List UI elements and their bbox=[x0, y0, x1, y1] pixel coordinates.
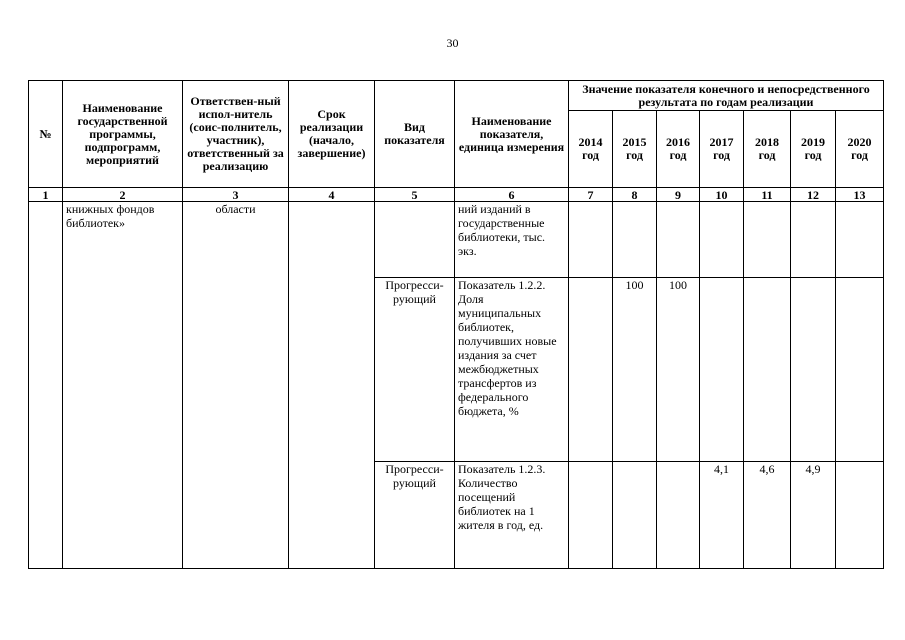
column-number-9: 9 bbox=[657, 188, 700, 202]
term-cell bbox=[289, 202, 375, 569]
row-number-cell bbox=[29, 202, 63, 569]
value-2020 bbox=[836, 462, 884, 569]
column-number-3: 3 bbox=[183, 188, 289, 202]
value-2020 bbox=[836, 278, 884, 462]
executor-cell: области bbox=[183, 202, 289, 569]
value-2019 bbox=[791, 278, 836, 462]
value-2018 bbox=[744, 202, 791, 278]
header-values-by-year: Значение показателя конечного и непосредственного результата по годам реализации bbox=[569, 81, 884, 111]
header-indicator-type: Вид показателя bbox=[375, 81, 455, 188]
value-2016 bbox=[657, 202, 700, 278]
value-2020 bbox=[836, 202, 884, 278]
value-2015 bbox=[613, 462, 657, 569]
indicator-name-cell: Показатель 1.2.3. Количество посещений библиотек на 1 жителя в год, ед. bbox=[455, 462, 569, 569]
value-2017: 4,1 bbox=[700, 462, 744, 569]
column-number-13: 13 bbox=[836, 188, 884, 202]
column-number-5: 5 bbox=[375, 188, 455, 202]
header-indicator-name: Наименование показателя, единица измерения bbox=[455, 81, 569, 188]
program-name-cell: книжных фондов библиотек» bbox=[63, 202, 183, 569]
value-2018: 4,6 bbox=[744, 462, 791, 569]
header-executor: Ответствен-ный испол-нитель (соис-полнитель, участник), ответственный за реализацию bbox=[183, 81, 289, 188]
value-2019: 4,9 bbox=[791, 462, 836, 569]
indicator-name-cell: Показатель 1.2.2. Доля муниципальных библиотек, получивших новые издания за счет межбюджетных трансфертов из федерального бюджета, % bbox=[455, 278, 569, 462]
value-2014 bbox=[569, 462, 613, 569]
header-year-2020: 2020 год bbox=[836, 111, 884, 188]
header-year-2016: 2016 год bbox=[657, 111, 700, 188]
indicator-type-cell: Прогресси-рующий bbox=[375, 278, 455, 462]
column-number-6: 6 bbox=[455, 188, 569, 202]
value-2015: 100 bbox=[613, 278, 657, 462]
value-2015 bbox=[613, 202, 657, 278]
column-number-2: 2 bbox=[63, 188, 183, 202]
page-number: 30 bbox=[446, 36, 459, 50]
header-year-2017: 2017 год bbox=[700, 111, 744, 188]
value-2019 bbox=[791, 202, 836, 278]
header-number: № bbox=[29, 81, 63, 188]
header-program-name: Наименование государственной программы, подпрограмм, мероприятий bbox=[63, 81, 183, 188]
column-number-10: 10 bbox=[700, 188, 744, 202]
column-number-4: 4 bbox=[289, 188, 375, 202]
header-term: Срок реализации (начало, завершение) bbox=[289, 81, 375, 188]
header-year-2018: 2018 год bbox=[744, 111, 791, 188]
indicator-name-cell: ний изданий в государственные библиотеки, тыс. экз. bbox=[455, 202, 569, 278]
column-number-8: 8 bbox=[613, 188, 657, 202]
column-number-1: 1 bbox=[29, 188, 63, 202]
header-year-2019: 2019 год bbox=[791, 111, 836, 188]
table-row bbox=[29, 202, 884, 278]
indicator-type-cell: Прогресси-рующий bbox=[375, 462, 455, 569]
column-number-11: 11 bbox=[744, 188, 791, 202]
header-year-2015: 2015 год bbox=[613, 111, 657, 188]
value-2017 bbox=[700, 278, 744, 462]
indicators-table bbox=[28, 80, 884, 569]
indicator-type-cell bbox=[375, 202, 455, 278]
value-2014 bbox=[569, 202, 613, 278]
value-2018 bbox=[744, 278, 791, 462]
header-year-2014: 2014 год bbox=[569, 111, 613, 188]
value-2016: 100 bbox=[657, 278, 700, 462]
column-number-7: 7 bbox=[569, 188, 613, 202]
column-number-12: 12 bbox=[791, 188, 836, 202]
value-2016 bbox=[657, 462, 700, 569]
value-2014 bbox=[569, 278, 613, 462]
value-2017 bbox=[700, 202, 744, 278]
